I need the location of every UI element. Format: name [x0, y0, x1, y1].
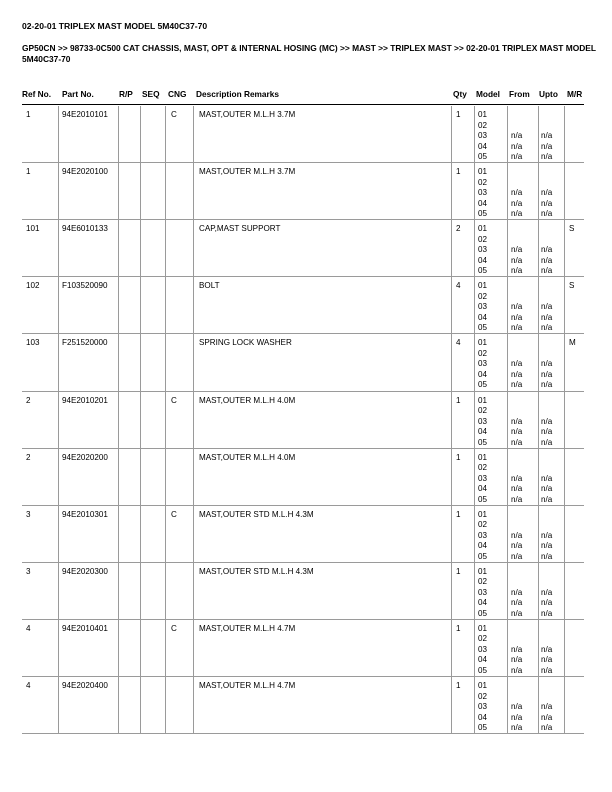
model-list-entry: 01	[478, 110, 488, 119]
from-list-entry	[511, 349, 522, 360]
model-list	[478, 567, 487, 620]
header-seq: SEQ	[142, 89, 160, 99]
column-divider	[451, 106, 452, 734]
model-list	[478, 681, 487, 734]
model-list-entry: 01	[478, 681, 488, 690]
from-list	[511, 453, 522, 506]
model-list-entry: 03	[478, 473, 488, 483]
from-list-entry: n/a	[511, 587, 523, 597]
upto-list-entry: n/a	[541, 598, 553, 608]
model-list	[478, 167, 487, 220]
upto-list-entry	[541, 281, 552, 292]
part-no-cell: F103520090	[62, 281, 108, 291]
upto-list-entry: n/a	[541, 702, 553, 711]
upto-list-entry: n/a	[541, 655, 553, 665]
from-list-entry	[511, 520, 522, 531]
model-list-entry: 02	[478, 348, 488, 358]
from-list	[511, 167, 522, 220]
model-list-entry: 05	[478, 494, 488, 504]
column-divider	[193, 106, 194, 734]
model-list-entry: 05	[478, 380, 488, 390]
upto-list	[541, 281, 552, 334]
upto-list-entry	[541, 338, 552, 349]
from-list-entry	[511, 167, 522, 178]
from-list	[511, 510, 522, 563]
model-list-entry: 04	[478, 255, 488, 265]
header-rp: R/P	[119, 89, 133, 99]
from-list-entry: n/a	[511, 665, 523, 675]
model-list	[478, 510, 487, 563]
upto-list-entry: n/a	[541, 245, 553, 255]
from-list-entry	[511, 510, 522, 521]
model-list-entry: 01	[478, 395, 488, 405]
model-list-entry: 03	[478, 644, 488, 654]
from-list	[511, 281, 522, 334]
ref-no-cell: 4	[26, 681, 31, 690]
model-list-entry: 03	[478, 359, 488, 369]
header-qty: Qty	[453, 89, 467, 99]
from-list-entry	[511, 453, 522, 464]
ref-no-cell: 1	[26, 167, 31, 177]
model-list-entry: 01	[478, 452, 488, 462]
column-divider	[58, 106, 59, 734]
from-list	[511, 224, 522, 277]
part-no-cell: F251520000	[62, 338, 108, 348]
upto-list	[541, 110, 552, 163]
model-list-entry: 02	[478, 634, 488, 644]
ref-no-cell: 1	[26, 110, 31, 119]
upto-list-entry: n/a	[541, 608, 553, 618]
description-cell: MAST,OUTER STD M.L.H 4.3M	[199, 509, 314, 519]
qty-cell: 1	[456, 623, 461, 633]
column-divider	[474, 106, 475, 734]
model-list-entry: 05	[478, 665, 488, 675]
model-list-entry: 01	[478, 509, 488, 519]
qty-cell: 1	[456, 167, 461, 177]
upto-list	[541, 624, 552, 677]
model-list-entry: 03	[478, 416, 488, 426]
model-list-entry: 02	[478, 291, 488, 301]
model-list-entry: 02	[478, 234, 488, 244]
ref-no-cell: 103	[26, 338, 40, 348]
model-list-entry: 01	[478, 623, 488, 633]
qty-cell: 1	[456, 395, 461, 405]
upto-list-entry: n/a	[541, 380, 553, 390]
from-list-entry: n/a	[511, 551, 523, 561]
from-list-entry	[511, 681, 522, 692]
part-no-cell: 94E2020400	[62, 681, 108, 690]
description-cell: MAST,OUTER M.L.H 3.7M	[199, 167, 296, 177]
header-description: Description Remarks	[196, 89, 280, 99]
model-list-entry: 05	[478, 608, 488, 618]
model-list-entry: 05	[478, 323, 488, 333]
upto-list-entry	[541, 349, 552, 360]
model-list-entry: 04	[478, 312, 488, 322]
model-list-entry: 01	[478, 281, 488, 291]
description-cell: MAST,OUTER STD M.L.H 4.3M	[199, 566, 314, 576]
upto-list-entry: n/a	[541, 359, 553, 369]
ref-no-cell: 2	[26, 395, 31, 405]
model-list-entry: 05	[478, 437, 488, 447]
row-divider	[22, 276, 584, 277]
model-list-entry: 02	[478, 520, 488, 530]
model-list-entry: 04	[478, 598, 488, 608]
header-mr: M/R	[567, 89, 583, 99]
description-cell: CAP,MAST SUPPORT	[199, 224, 281, 234]
upto-list-entry: n/a	[541, 587, 553, 597]
model-list-entry: 03	[478, 587, 488, 597]
from-list-entry: n/a	[511, 655, 523, 665]
ref-no-cell: 102	[26, 281, 40, 291]
from-list	[511, 567, 522, 620]
from-list-entry: n/a	[511, 323, 523, 333]
from-list-entry	[511, 281, 522, 292]
model-list-entry: 03	[478, 245, 488, 255]
model-list-entry: 05	[478, 551, 488, 561]
from-list-entry	[511, 463, 522, 474]
from-list-entry: n/a	[511, 245, 523, 255]
from-list-entry	[511, 406, 522, 417]
header-cng: CNG	[168, 89, 187, 99]
model-list-entry: 03	[478, 131, 488, 140]
upto-list-entry: n/a	[541, 323, 553, 333]
upto-list-entry	[541, 235, 552, 246]
upto-list	[541, 681, 552, 734]
from-list	[511, 396, 522, 449]
ref-no-cell: 4	[26, 623, 31, 633]
upto-list-entry	[541, 396, 552, 407]
from-list-entry: n/a	[511, 312, 523, 322]
upto-list-entry: n/a	[541, 530, 553, 540]
mr-cell: S	[569, 224, 575, 234]
model-list-entry: 01	[478, 224, 488, 234]
upto-list	[541, 338, 552, 391]
description-cell: MAST,OUTER M.L.H 4.7M	[199, 623, 296, 633]
from-list-entry: n/a	[511, 209, 523, 219]
from-list-entry: n/a	[511, 484, 523, 494]
upto-list-entry: n/a	[541, 152, 553, 161]
row-divider	[22, 562, 584, 563]
part-no-cell: 94E6010133	[62, 224, 108, 234]
upto-list-entry: n/a	[541, 312, 553, 322]
upto-list-entry	[541, 453, 552, 464]
part-no-cell: 94E2020100	[62, 167, 108, 177]
from-list-entry	[511, 577, 522, 588]
row-divider	[22, 733, 584, 734]
from-list-entry	[511, 178, 522, 189]
from-list-entry	[511, 235, 522, 246]
upto-list-entry: n/a	[541, 541, 553, 551]
part-no-cell: 94E2020300	[62, 566, 108, 576]
model-list-entry: 04	[478, 712, 488, 722]
model-list	[478, 624, 487, 677]
from-list-entry	[511, 692, 522, 703]
row-divider	[22, 391, 584, 392]
model-list-entry: 04	[478, 141, 488, 151]
upto-list-entry	[541, 463, 552, 474]
model-list-entry: 01	[478, 338, 488, 348]
model-list-entry: 01	[478, 167, 488, 177]
column-divider	[564, 106, 565, 734]
model-list-entry: 02	[478, 120, 488, 130]
model-list-entry: 03	[478, 188, 488, 198]
upto-list-entry	[541, 406, 552, 417]
model-list	[478, 110, 487, 163]
qty-cell: 1	[456, 110, 461, 119]
model-list-entry: 03	[478, 302, 488, 312]
part-no-cell: 94E2010301	[62, 509, 108, 519]
from-list	[511, 338, 522, 391]
model-list-entry: 02	[478, 406, 488, 415]
from-list-entry: n/a	[511, 141, 523, 151]
column-divider	[140, 106, 141, 734]
row-divider	[22, 219, 584, 220]
upto-list-entry: n/a	[541, 198, 553, 208]
upto-list-entry	[541, 634, 552, 645]
from-list-entry: n/a	[511, 198, 523, 208]
from-list-entry: n/a	[511, 723, 523, 732]
upto-list-entry: n/a	[541, 712, 553, 722]
model-list-entry: 01	[478, 566, 488, 576]
upto-list	[541, 224, 552, 277]
column-divider	[538, 106, 539, 734]
upto-list-entry: n/a	[541, 644, 553, 654]
model-list	[478, 224, 487, 277]
row-divider	[22, 448, 584, 449]
model-list	[478, 281, 487, 334]
upto-list-entry: n/a	[541, 255, 553, 265]
model-list-entry: 02	[478, 177, 488, 187]
mr-cell: S	[569, 281, 575, 291]
from-list-entry: n/a	[511, 712, 523, 722]
from-list-entry: n/a	[511, 369, 523, 379]
from-list-entry: n/a	[511, 380, 523, 390]
model-list-entry: 03	[478, 702, 488, 711]
mr-cell: M	[569, 338, 576, 348]
upto-list	[541, 510, 552, 563]
model-list-entry: 02	[478, 577, 488, 587]
qty-cell: 1	[456, 452, 461, 462]
description-cell: MAST,OUTER M.L.H 4.0M	[199, 395, 296, 405]
from-list-entry: n/a	[511, 302, 523, 312]
header-part-no: Part No.	[62, 89, 94, 99]
upto-list-entry: n/a	[541, 427, 553, 436]
qty-cell: 4	[456, 338, 461, 348]
upto-list-entry	[541, 292, 552, 303]
header-model: Model	[476, 89, 500, 99]
breadcrumb: GP50CN >> 98733-0C500 CAT CHASSIS, MAST, OPT & INTERNAL HOSING (MC) >> MAST >> TRIPLEX MAST >> 02-20-01 TRIPLEX MAST MODEL 5M40C37-70	[22, 43, 596, 64]
from-list	[511, 110, 522, 163]
upto-list-entry: n/a	[541, 141, 553, 151]
upto-list-entry: n/a	[541, 131, 553, 140]
header-ref-no: Ref No.	[22, 89, 52, 99]
upto-list-entry	[541, 167, 552, 178]
from-list-entry: n/a	[511, 644, 523, 654]
model-list-entry: 04	[478, 541, 488, 551]
from-list-entry	[511, 567, 522, 578]
header-divider	[22, 104, 584, 105]
upto-list-entry: n/a	[541, 723, 553, 732]
from-list-entry	[511, 338, 522, 349]
from-list-entry: n/a	[511, 530, 523, 540]
model-list-entry: 05	[478, 209, 488, 219]
from-list-entry	[511, 396, 522, 407]
upto-list-entry	[541, 567, 552, 578]
column-divider	[118, 106, 119, 734]
model-list-entry: 04	[478, 655, 488, 665]
model-list-entry: 04	[478, 427, 488, 436]
from-list-entry: n/a	[511, 598, 523, 608]
from-list-entry: n/a	[511, 702, 523, 711]
from-list-entry	[511, 121, 522, 132]
from-list-entry: n/a	[511, 541, 523, 551]
model-list-entry: 02	[478, 691, 488, 701]
from-list-entry: n/a	[511, 427, 523, 436]
upto-list-entry: n/a	[541, 473, 553, 483]
qty-cell: 4	[456, 281, 461, 291]
qty-cell: 2	[456, 224, 461, 234]
from-list-entry: n/a	[511, 437, 523, 447]
upto-list-entry: n/a	[541, 302, 553, 312]
upto-list-entry: n/a	[541, 209, 553, 219]
upto-list	[541, 567, 552, 620]
from-list-entry	[511, 292, 522, 303]
from-list-entry: n/a	[511, 416, 523, 426]
upto-list-entry	[541, 624, 552, 635]
from-list-entry: n/a	[511, 608, 523, 618]
header-from: From	[509, 89, 530, 99]
model-list-entry: 02	[478, 463, 488, 473]
part-no-cell: 94E2010201	[62, 395, 108, 405]
model-list-entry: 04	[478, 369, 488, 379]
description-cell: MAST,OUTER M.L.H 4.0M	[199, 452, 296, 462]
upto-list-entry	[541, 224, 552, 235]
upto-list	[541, 167, 552, 220]
upto-list-entry	[541, 110, 552, 121]
row-divider	[22, 505, 584, 506]
part-no-cell: 94E2010401	[62, 623, 108, 633]
from-list-entry	[511, 224, 522, 235]
upto-list-entry: n/a	[541, 416, 553, 426]
part-no-cell: 94E2010101	[62, 110, 108, 119]
upto-list-entry: n/a	[541, 369, 553, 379]
row-divider	[22, 619, 584, 620]
from-list-entry: n/a	[511, 255, 523, 265]
from-list-entry	[511, 634, 522, 645]
upto-list-entry: n/a	[541, 266, 553, 276]
cng-cell: C	[171, 623, 177, 633]
upto-list-entry	[541, 681, 552, 692]
upto-list	[541, 396, 552, 449]
from-list-entry: n/a	[511, 188, 523, 198]
upto-list-entry	[541, 178, 552, 189]
header-upto: Upto	[539, 89, 558, 99]
model-list-entry: 04	[478, 484, 488, 494]
description-cell: MAST,OUTER M.L.H 4.7M	[199, 681, 296, 690]
upto-list-entry	[541, 121, 552, 132]
model-list-entry: 05	[478, 723, 488, 732]
model-list-entry: 05	[478, 152, 488, 161]
qty-cell: 1	[456, 509, 461, 519]
cng-cell: C	[171, 509, 177, 519]
from-list-entry: n/a	[511, 152, 523, 161]
upto-list-entry	[541, 577, 552, 588]
upto-list-entry: n/a	[541, 494, 553, 504]
description-cell: SPRING LOCK WASHER	[199, 338, 292, 348]
from-list-entry	[511, 110, 522, 121]
from-list-entry: n/a	[511, 359, 523, 369]
model-list	[478, 453, 487, 506]
from-list-entry: n/a	[511, 131, 523, 140]
ref-no-cell: 3	[26, 509, 31, 519]
cng-cell: C	[171, 110, 177, 119]
row-divider	[22, 333, 584, 334]
part-no-cell: 94E2020200	[62, 452, 108, 462]
model-list	[478, 396, 487, 449]
upto-list-entry: n/a	[541, 437, 553, 447]
cng-cell: C	[171, 395, 177, 405]
upto-list-entry: n/a	[541, 665, 553, 675]
from-list-entry: n/a	[511, 494, 523, 504]
row-divider	[22, 162, 584, 163]
upto-list-entry: n/a	[541, 551, 553, 561]
from-list	[511, 624, 522, 677]
ref-no-cell: 101	[26, 224, 40, 234]
ref-no-cell: 3	[26, 566, 31, 576]
model-list-entry: 04	[478, 198, 488, 208]
description-cell: MAST,OUTER M.L.H 3.7M	[199, 110, 296, 119]
upto-list-entry	[541, 520, 552, 531]
upto-list-entry: n/a	[541, 188, 553, 198]
page-title: 02-20-01 TRIPLEX MAST MODEL 5M40C37-70	[22, 21, 208, 31]
from-list-entry: n/a	[511, 266, 523, 276]
upto-list-entry	[541, 510, 552, 521]
model-list	[478, 338, 487, 391]
from-list	[511, 681, 522, 734]
from-list-entry	[511, 624, 522, 635]
upto-list	[541, 453, 552, 506]
description-cell: BOLT	[199, 281, 220, 291]
from-list-entry: n/a	[511, 473, 523, 483]
model-list-entry: 05	[478, 266, 488, 276]
model-list-entry: 03	[478, 530, 488, 540]
column-divider	[507, 106, 508, 734]
qty-cell: 1	[456, 681, 461, 690]
qty-cell: 1	[456, 566, 461, 576]
column-divider	[165, 106, 166, 734]
upto-list-entry: n/a	[541, 484, 553, 494]
upto-list-entry	[541, 692, 552, 703]
row-divider	[22, 676, 584, 677]
ref-no-cell: 2	[26, 452, 31, 462]
